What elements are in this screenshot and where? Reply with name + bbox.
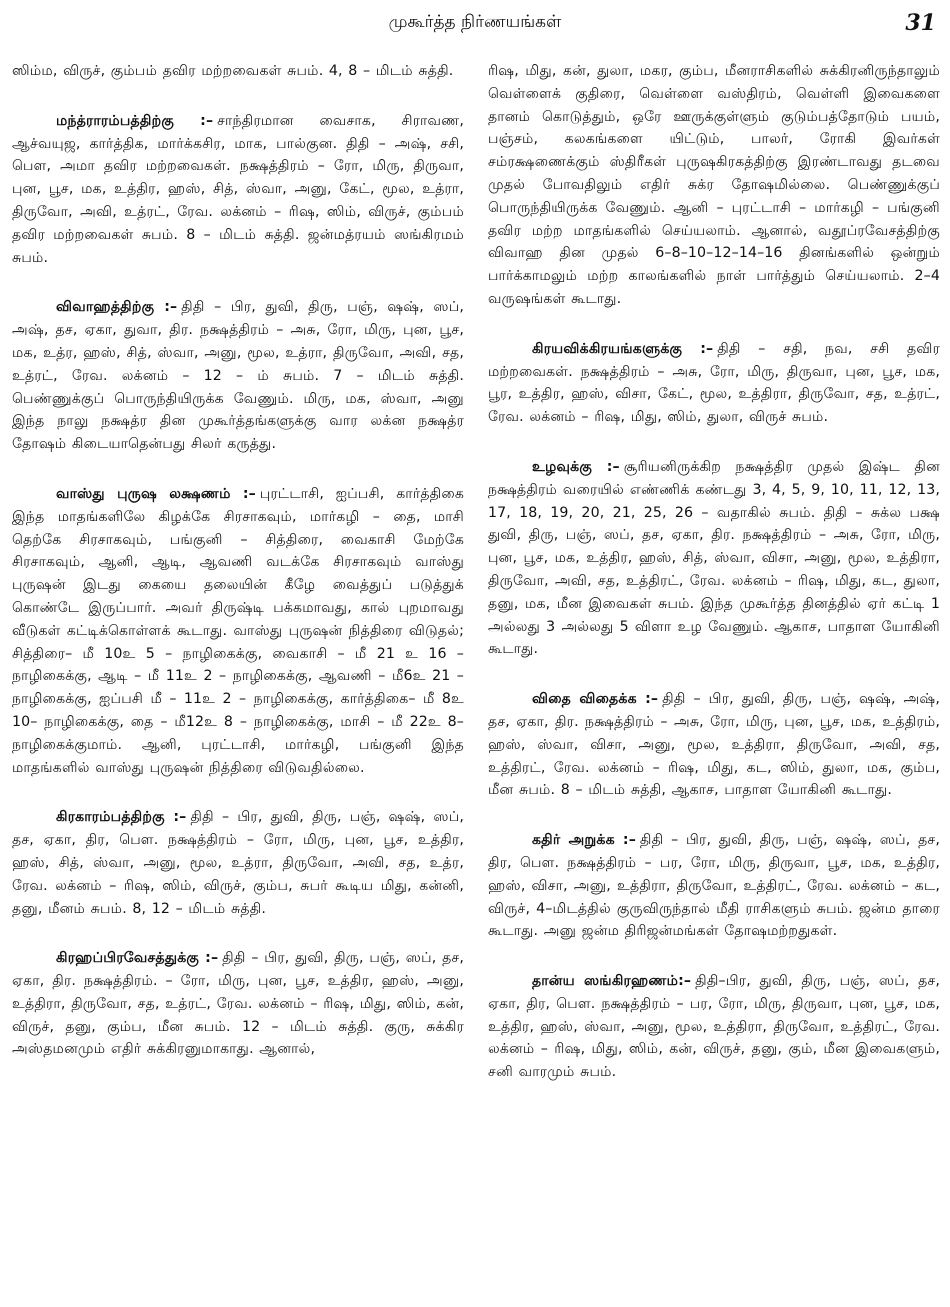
section-grain-storage xyxy=(488,970,940,1084)
section-text: திதி–பிர, துவி, திரு, பஞ், ஸப், தச, ஏகா, திர, பௌ. நக்ஷத்திரம் – பர, ரோ, மிரு, திருவா, புன, பூச, மக, உத்திர, ஹஸ், ஸ்வா, அனு, மூல, உத்திரா, திருவோ, உத்திரட், ரேவ. லக்னம் – ரிஷ, மிது, ஸிம், கன், விருச், தனு, கும், மீன இவைகளும், சனி வாரமும் சுபம். xyxy=(488,973,940,1081)
section-sowing xyxy=(488,688,940,802)
section-heading: கிரகாரம்பத்திற்கு :– xyxy=(56,809,187,826)
section-text: திதி – பிர, துவி, திரு, பஞ், ஸப், தச, ஏகா, திர. நக்ஷத்திரம். – ரோ, மிரு, புன, பூச, உத்திர, ஹஸ், அனு, உத்திரா, திருவோ, சத, உத்ரட், ரேவ. லக்னம் – ரிஷ, மிது, ஸிம், கன், விருச், தனு, கும்ப, மீன சுபம். 12 – மிடம் சுத்தி. குரு, சுக்கிர அஸ்தமனமும் எதிர் சுக்கிரனுமாகாது. ஆனால், xyxy=(12,950,464,1058)
section-housewarming xyxy=(12,947,464,1061)
section-text: சூரியனிருக்கிற நக்ஷத்திர முதல் இஷ்ட தின நக்ஷத்திரம் வரையில் எண்ணிக் கண்டது 3, 4, 5, 9, 10, 11, 12, 13, 17, 18, 19, 20, 21, 25, 26 – வதாகில் சுபம். திதி – சுக்ல பக்ஷ துவி, திரு, பஞ், ஸப், தச, ஏகா, திர. நக்ஷத்திரம் – அசு, ரோ, மிரு, புன, பூச, மக, உத்திர, ஹஸ், சித், ஸ்வா, விசா, அனு, மூல, உத்திரா, திருவோ, அவி, சத, உத்திரட், ரேவ. லக்னம் – ரிஷ, மிது, கட, துலா, தனு, மக, மீன இவைகள் சுபம். இந்த முகூர்த்த தினத்தில் ஏர் கட்டி 1 அல்லது 3 அல்லது 5 விளா உழ வேணும். ஆகாச, பாதாள யோகினி கூடாது. xyxy=(488,458,940,658)
section-mantra-start xyxy=(12,110,464,270)
section-heading: விவாஹத்திற்கு :– xyxy=(56,299,178,316)
running-title: முகூர்த்த நிர்ணயங்கள் xyxy=(388,12,562,32)
section-continuation-left xyxy=(12,60,464,83)
left-column xyxy=(12,60,464,1300)
section-heading: விதை விதைக்க :– xyxy=(532,691,659,708)
section-continuation-right xyxy=(488,60,940,311)
section-text: திதி – பிர, துவி, திரு, பஞ், ஷஷ், ஸப், தச, திர, பௌ. நக்ஷத்திரம் – பர, ரோ, மிரு, திருவா, பூச, மக, உத்திர, ஹஸ், விசா, அனு, உத்திரா, திருவோ, உத்திரட், ரேவ. லக்னம் – கட, விருச், 4–மிடத்தில் குருவிருந்தால் மீதி ராசிகளும் சுபம். ஜன்ம தாரை கூடாது. அனு ஜன்ம திரிஜன்மங்கள் தோஷமற்றதுகள். xyxy=(488,832,940,940)
section-heading: தான்ய ஸங்கிரஹணம்:– xyxy=(532,973,692,990)
section-heading: வாஸ்து புருஷ லக்ஷணம் :– xyxy=(56,485,256,502)
section-text: திதி – பிர, துவி, திரு, பஞ், ஷஷ், ஸப், அஷ், தச, ஏகா, துவா, திர. நக்ஷத்திரம் – அசு, ரோ, மிரு, புன, பூச, மக, உத்ர, ஹஸ், சித், ஸ்வா, அனு, மூல, உத்ரா, திருவோ, அவி, சத, உத்ரட், ரேவ. லக்னம் – 12 – ம் சுபம். 7 – மிடம் சுத்தி. பெண்ணுக்குப் பொருந்தியிருக்க வேணும். மிரு, மக, ஸ்வா, அனு இந்த நாலு நக்ஷத்ர தின முகூர்த்தங்களுக்கு வார லக்ன நக்ஷத்ர தோஷம் கிடையாதென்பது சிலர் கருத்து. xyxy=(12,299,464,453)
section-vastu-purusha xyxy=(12,483,464,779)
section-text: ரிஷ, மிது, கன், துலா, மகர, கும்ப, மீனராசிகளில் சுக்கிரனிருந்தாலும் வெள்ளைக் குதிரை, வெள்ளை வஸ்திரம், வெள்ளி இவைகளை தானம் கொடுத்தும், ஒரே ஊருக்குள்ளும் குடும்பத்தோடும் பயம், பஞ்சம், கலகங்களை யிட்டும், பாலர், ரோகி இவர்கள் சம்ரக்ஷணைக்கும் ஸ்திரீகள் புருஷகிரகத்திற்கு இரண்டாவது தடவை முதல் போவதிலும் எதிர் சுக்ர தோஷமில்லை. பெண்ணுக்குப் பொருந்தியிருக்க வேணும். ஆனி – புரட்டாசி – மார்கழி – பங்குனி தவிர மற்ற மாதங்களில் செய்யலாம். ஆனால், வதூப்ரவேசத்திற்கு விவாஹ தின முதல் 6–8–10–12–14–16 தினங்களில் ஒன்றும் பார்க்காமலும் மற்ற காலங்களில் நாள் பார்த்தும் செய்யலாம். 2–4 வருஷங்கள் கூடாது. xyxy=(488,63,940,307)
section-house-construction xyxy=(12,806,464,920)
page-number: 31 xyxy=(905,10,936,36)
section-ploughing xyxy=(488,456,940,661)
section-text: புரட்டாசி, ஐப்பசி, கார்த்திகை இந்த மாதங்களிலே கிழக்கே சிரசாகவும், மார்கழி – தை, மாசி தெற்கே சிரசாகவும், பங்குனி – சித்திரை, வைகாசி மேற்கே சிரசாகவும், ஆனி, ஆடி, ஆவணி வடக்கே சிரசாகவும் வாஸ்து புருஷன் இடது கையை தலையின் கீழே வைத்துப் படுத்துக் கொண்டே இருப்பார். அவர் திருஷ்டி பக்கமாவது, கால் புறமாவது வீடுகள் கட்டிக்கொள்ளக் கூடாது. வாஸ்து புருஷன் நித்திரை விடுதல்; சித்திரை– மீ 10உ 5 – நாழிகைக்கு, வைகாசி – மீ 21 உ 16 – நாழிகைக்கு, ஆடி – மீ 11உ 2 – நாழிகைக்கு, ஆவணி – மீ6உ 21 – நாழிகைக்கு, ஐப்பசி மீ – 11உ 2 – நாழிகைக்கு, கார்த்திகை– மீ 8உ 10– நாழிகைக்கு, தை – மீ12உ 8 – நாழிகைக்கு, மாசி – மீ 22உ 8–நாழிகைக்குமாம். ஆனி, புரட்டாசி, மார்கழி, பங்குனி இந்த மாதங்களில் வாஸ்து புருஷன் நித்திரை விடுவதில்லை. xyxy=(12,485,464,776)
section-heading: உழவுக்கு :– xyxy=(532,458,620,475)
section-marriage xyxy=(12,296,464,456)
section-text: ஸிம்ம, விருச், கும்பம் தவிர மற்றவைகள் சுபம். 4, 8 – மிடம் சுத்தி. xyxy=(12,63,454,79)
section-heading: கதிர் அறுக்க :– xyxy=(532,832,636,849)
section-text: திதி – பிர, துவி, திரு, பஞ், ஷஷ், ஸப், தச, ஏகா, திர, பௌ. நக்ஷத்திரம் – ரோ, மிரு, புன, பூச, உத்திர, ஹஸ், சித், ஸ்வா, அனு, மூல, உத்ரா, திருவோ, அவி, சத, உத்ர, ரேவ. லக்னம் – ரிஷ, ஸிம், விருச், கும்ப, சுபர் கூடிய மிது, கன்னி, தனு, மீனம் சுபம். 8, 12 – மிடம் சுத்தி. xyxy=(12,809,464,917)
page-header xyxy=(0,10,950,46)
section-heading: கிரயவிக்கிரயங்களுக்கு :– xyxy=(532,340,714,357)
section-text: திதி – சதி, நவ, சசி தவிர மற்றவைகள். நக்ஷத்திரம் – அசு, ரோ, மிரு, திருவா, புன, பூச, மக, பூர, உத்திர, ஹஸ், விசா, கேட், மூல, உத்திரா, திருவோ, சத, உத்ரட், ரேவ. லக்னம் – ரிஷ, மிது, ஸிம், துலா, விருச் சுபம். xyxy=(488,340,940,426)
right-column xyxy=(488,60,940,1300)
section-harvest xyxy=(488,829,940,943)
section-text: சாந்திரமான வைசாக, சிராவண, ஆச்வயுஜ, கார்த்திக, மார்க்கசிர, மாக, பால்குன. திதி – அஷ், சசி, பௌ, அமா தவிர மற்றவைகள். நக்ஷத்திரம் – ரோ, மிரு, திருவா, புன, பூச, மக, உத்திர, ஹஸ், சித், ஸ்வா, அனு, கேட், மூல, உத்ரா, திருவோ, அவி, உத்ரட், ரேவ. லக்னம் – ரிஷ, ஸிம், விருச், கும்பம் தவிர மற்றவைகள் சுபம். 8 – மிடம் சுத்தி. ஜன்மத்ரயம் ஸங்கிரமம் சுபம். xyxy=(12,112,464,266)
section-heading: மந்த்ராரம்பத்திற்கு :– xyxy=(56,112,214,129)
section-heading: கிரஹப்பிரவேசத்துக்கு :– xyxy=(56,950,219,967)
section-buy-sell xyxy=(488,338,940,429)
section-text: திதி – பிர, துவி, திரு, பஞ், ஷஷ், அஷ், தச, ஏகா, திர. நக்ஷத்திரம் – அசு, ரோ, மிரு, புன, பூச, மக, உத்திரம், ஹஸ், ஸ்வா, விசா, அனு, மூல, உத்திரா, திருவோ, அவி, சத, உத்திரட், ரேவ. லக்னம் – ரிஷ, மிது, கட, ஸிம், துலா, மக, கும்ப, மீன சுபம். 8 – மிடம் சுத்தி, ஆகாச, பாதாள யோகினி கூடாது. xyxy=(488,691,940,799)
